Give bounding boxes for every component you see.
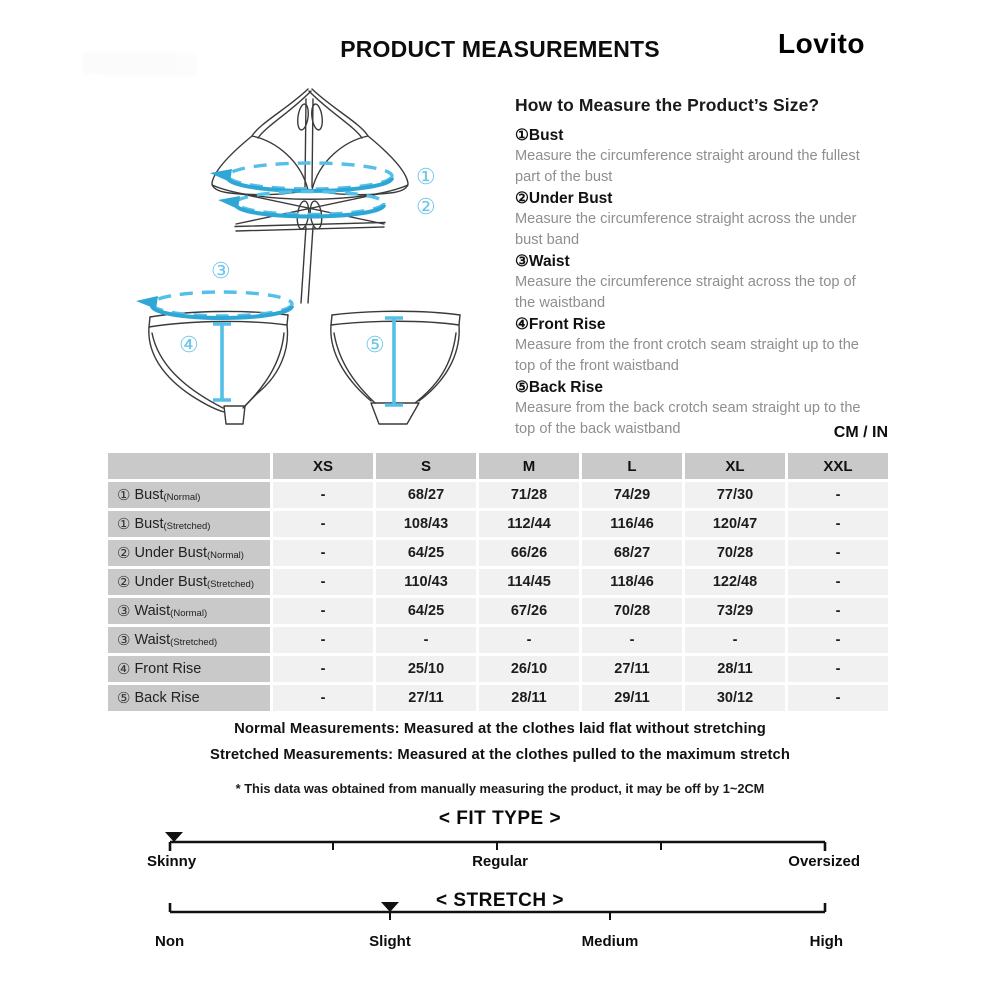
row-label-front-rise	[108, 656, 270, 682]
table-cell: 64/25	[376, 598, 476, 624]
row-label-under-bust-stretched	[108, 569, 270, 595]
note-stretched: Stretched Measurements: Measured at the clothes pulled to the maximum stretch	[210, 747, 790, 763]
circled-number: ①	[117, 516, 131, 533]
row-label: Waist	[134, 632, 171, 648]
table-cell: 73/29	[685, 598, 785, 624]
row-label-under-bust-normal	[108, 540, 270, 566]
note-disclaimer: * This data was obtained from manually measuring the product, it may be off by 1~2CM	[235, 781, 765, 796]
table-cell: -	[273, 569, 373, 595]
circled-number: ④	[515, 316, 529, 333]
instruction-name: Front Rise	[528, 316, 606, 333]
instruction-desc: Measure the circumference straight across the top of the waistband	[515, 274, 856, 311]
instruction-desc: Measure the circumference straight around the fullest part of the bust	[515, 148, 860, 185]
row-label: Back Rise	[134, 690, 200, 706]
stretch-scale	[150, 898, 870, 924]
instruction-bust	[515, 125, 895, 188]
table-cell: -	[788, 511, 888, 537]
column-header-xs: XS	[273, 453, 373, 479]
column-header-l: L	[582, 453, 682, 479]
row-label: Bust	[134, 516, 164, 532]
table-cell: -	[376, 627, 476, 653]
stretch-label-high: High	[809, 933, 843, 950]
row-label: Under Bust	[134, 545, 207, 561]
row-variant: (Normal)	[207, 549, 244, 561]
table-cell: 70/28	[685, 540, 785, 566]
row-label-waist-normal	[108, 598, 270, 624]
row-label: Front Rise	[134, 661, 202, 677]
table-cell: 66/26	[479, 540, 579, 566]
table-cell: 64/25	[376, 540, 476, 566]
table-cell: 108/43	[376, 511, 476, 537]
table-cell: 27/11	[582, 656, 682, 682]
table-cell: -	[685, 627, 785, 653]
table-cell: -	[788, 656, 888, 682]
circled-number: ⑤	[515, 379, 529, 396]
row-variant: (Normal)	[163, 491, 201, 503]
instruction-desc: Measure from the front crotch seam straight up to the top of the front waistband	[515, 337, 859, 374]
instruction-under-bust	[515, 188, 895, 251]
unit-label: CM / IN	[833, 424, 888, 441]
table-cell: 122/48	[685, 569, 785, 595]
row-label: Bust	[134, 487, 164, 503]
table-corner-cell	[108, 453, 270, 479]
row-label-back-rise	[108, 685, 270, 711]
table-cell: 114/45	[479, 569, 579, 595]
table-cell: 68/27	[582, 540, 682, 566]
table-cell: -	[273, 656, 373, 682]
circled-number: ③	[117, 632, 131, 649]
instruction-desc: Measure from the back crotch seam straight up to the top of the back waistband	[515, 400, 861, 437]
row-variant: (Normal)	[170, 607, 208, 619]
instruction-name: Back Rise	[528, 379, 604, 396]
table-cell: 30/12	[685, 685, 785, 711]
row-label-bust-normal	[108, 482, 270, 508]
table-cell: -	[273, 627, 373, 653]
table-cell: -	[788, 482, 888, 508]
table-cell: 116/46	[582, 511, 682, 537]
note-normal: Normal Measurements: Measured at the clothes laid flat without stretching	[234, 721, 766, 737]
instructions-section	[515, 95, 895, 440]
diagram-back-rise-number: ⑤	[365, 332, 385, 357]
table-cell: 25/10	[376, 656, 476, 682]
column-header-s: S	[376, 453, 476, 479]
fit-type-title: < FIT TYPE >	[438, 808, 562, 829]
column-header-xxl: XXL	[788, 453, 888, 479]
table-cell: -	[273, 511, 373, 537]
instruction-desc: Measure the circumference straight across the under bust band	[515, 211, 857, 248]
table-cell: 112/44	[479, 511, 579, 537]
table-cell: -	[788, 627, 888, 653]
bikini-measurement-illustration	[0, 75, 500, 465]
table-cell: -	[479, 627, 579, 653]
circled-number: ②	[117, 574, 131, 591]
table-cell: 110/43	[376, 569, 476, 595]
circled-number: ⑤	[117, 690, 131, 707]
table-cell: 74/29	[582, 482, 682, 508]
size-table	[108, 453, 888, 711]
row-variant: (Stretched)	[163, 520, 211, 532]
instruction-name: Bust	[528, 127, 564, 144]
circled-number: ③	[515, 253, 529, 270]
instruction-name: Waist	[528, 253, 570, 270]
table-cell: -	[788, 598, 888, 624]
table-cell: -	[788, 540, 888, 566]
table-cell: -	[582, 627, 682, 653]
page-title: PRODUCT MEASUREMENTS	[340, 36, 660, 62]
fit-type-marker-triangle	[165, 832, 183, 842]
circled-number: ②	[515, 190, 529, 207]
table-cell: 77/30	[685, 482, 785, 508]
table-cell: 26/10	[479, 656, 579, 682]
table-cell: 70/28	[582, 598, 682, 624]
table-cell: -	[273, 685, 373, 711]
diagram-front-rise-number: ④	[179, 332, 199, 357]
instruction-waist	[515, 251, 895, 314]
stretch-title: < STRETCH >	[436, 890, 564, 911]
circled-number: ④	[117, 661, 131, 678]
table-cell: -	[788, 685, 888, 711]
row-label: Under Bust	[134, 574, 207, 590]
table-cell: 120/47	[685, 511, 785, 537]
row-label-bust-stretched	[108, 511, 270, 537]
column-header-m: M	[479, 453, 579, 479]
circled-number: ①	[515, 127, 529, 144]
table-cell: -	[788, 569, 888, 595]
fit-type-label-skinny: Skinny	[147, 853, 197, 870]
table-cell: 29/11	[582, 685, 682, 711]
stretch-label-medium: Medium	[581, 933, 639, 950]
stretch-label-non: Non	[155, 933, 185, 950]
table-cell: 27/11	[376, 685, 476, 711]
instruction-name: Under Bust	[528, 190, 613, 207]
table-cell: -	[273, 598, 373, 624]
circled-number: ①	[117, 487, 131, 504]
instructions-title: How to Measure the Product’s Size?	[515, 95, 820, 115]
circled-number: ③	[117, 603, 131, 620]
stretch-marker-triangle	[381, 902, 399, 912]
table-cell: 67/26	[479, 598, 579, 624]
diagram-bust-number: ①	[416, 164, 436, 189]
fit-type-label-regular: Regular	[472, 853, 528, 870]
column-header-xl: XL	[685, 453, 785, 479]
row-variant: (Stretched)	[170, 636, 218, 648]
diagram-under-bust-number: ②	[416, 194, 436, 219]
table-cell: 28/11	[685, 656, 785, 682]
row-label-waist-stretched	[108, 627, 270, 653]
instruction-front-rise	[515, 314, 895, 377]
row-variant: (Stretched)	[207, 578, 254, 590]
table-cell: -	[273, 482, 373, 508]
table-cell: 71/28	[479, 482, 579, 508]
table-cell: 68/27	[376, 482, 476, 508]
circled-number: ②	[117, 545, 131, 562]
table-cell: 28/11	[479, 685, 579, 711]
fit-type-label-oversized: Oversized	[788, 853, 860, 870]
diagram-waist-number: ③	[211, 258, 231, 283]
table-cell: 118/46	[582, 569, 682, 595]
row-label: Waist	[134, 603, 171, 619]
stretch-label-slight: Slight	[369, 933, 411, 950]
table-cell: -	[273, 540, 373, 566]
brand-logo: Lovito	[778, 28, 865, 59]
